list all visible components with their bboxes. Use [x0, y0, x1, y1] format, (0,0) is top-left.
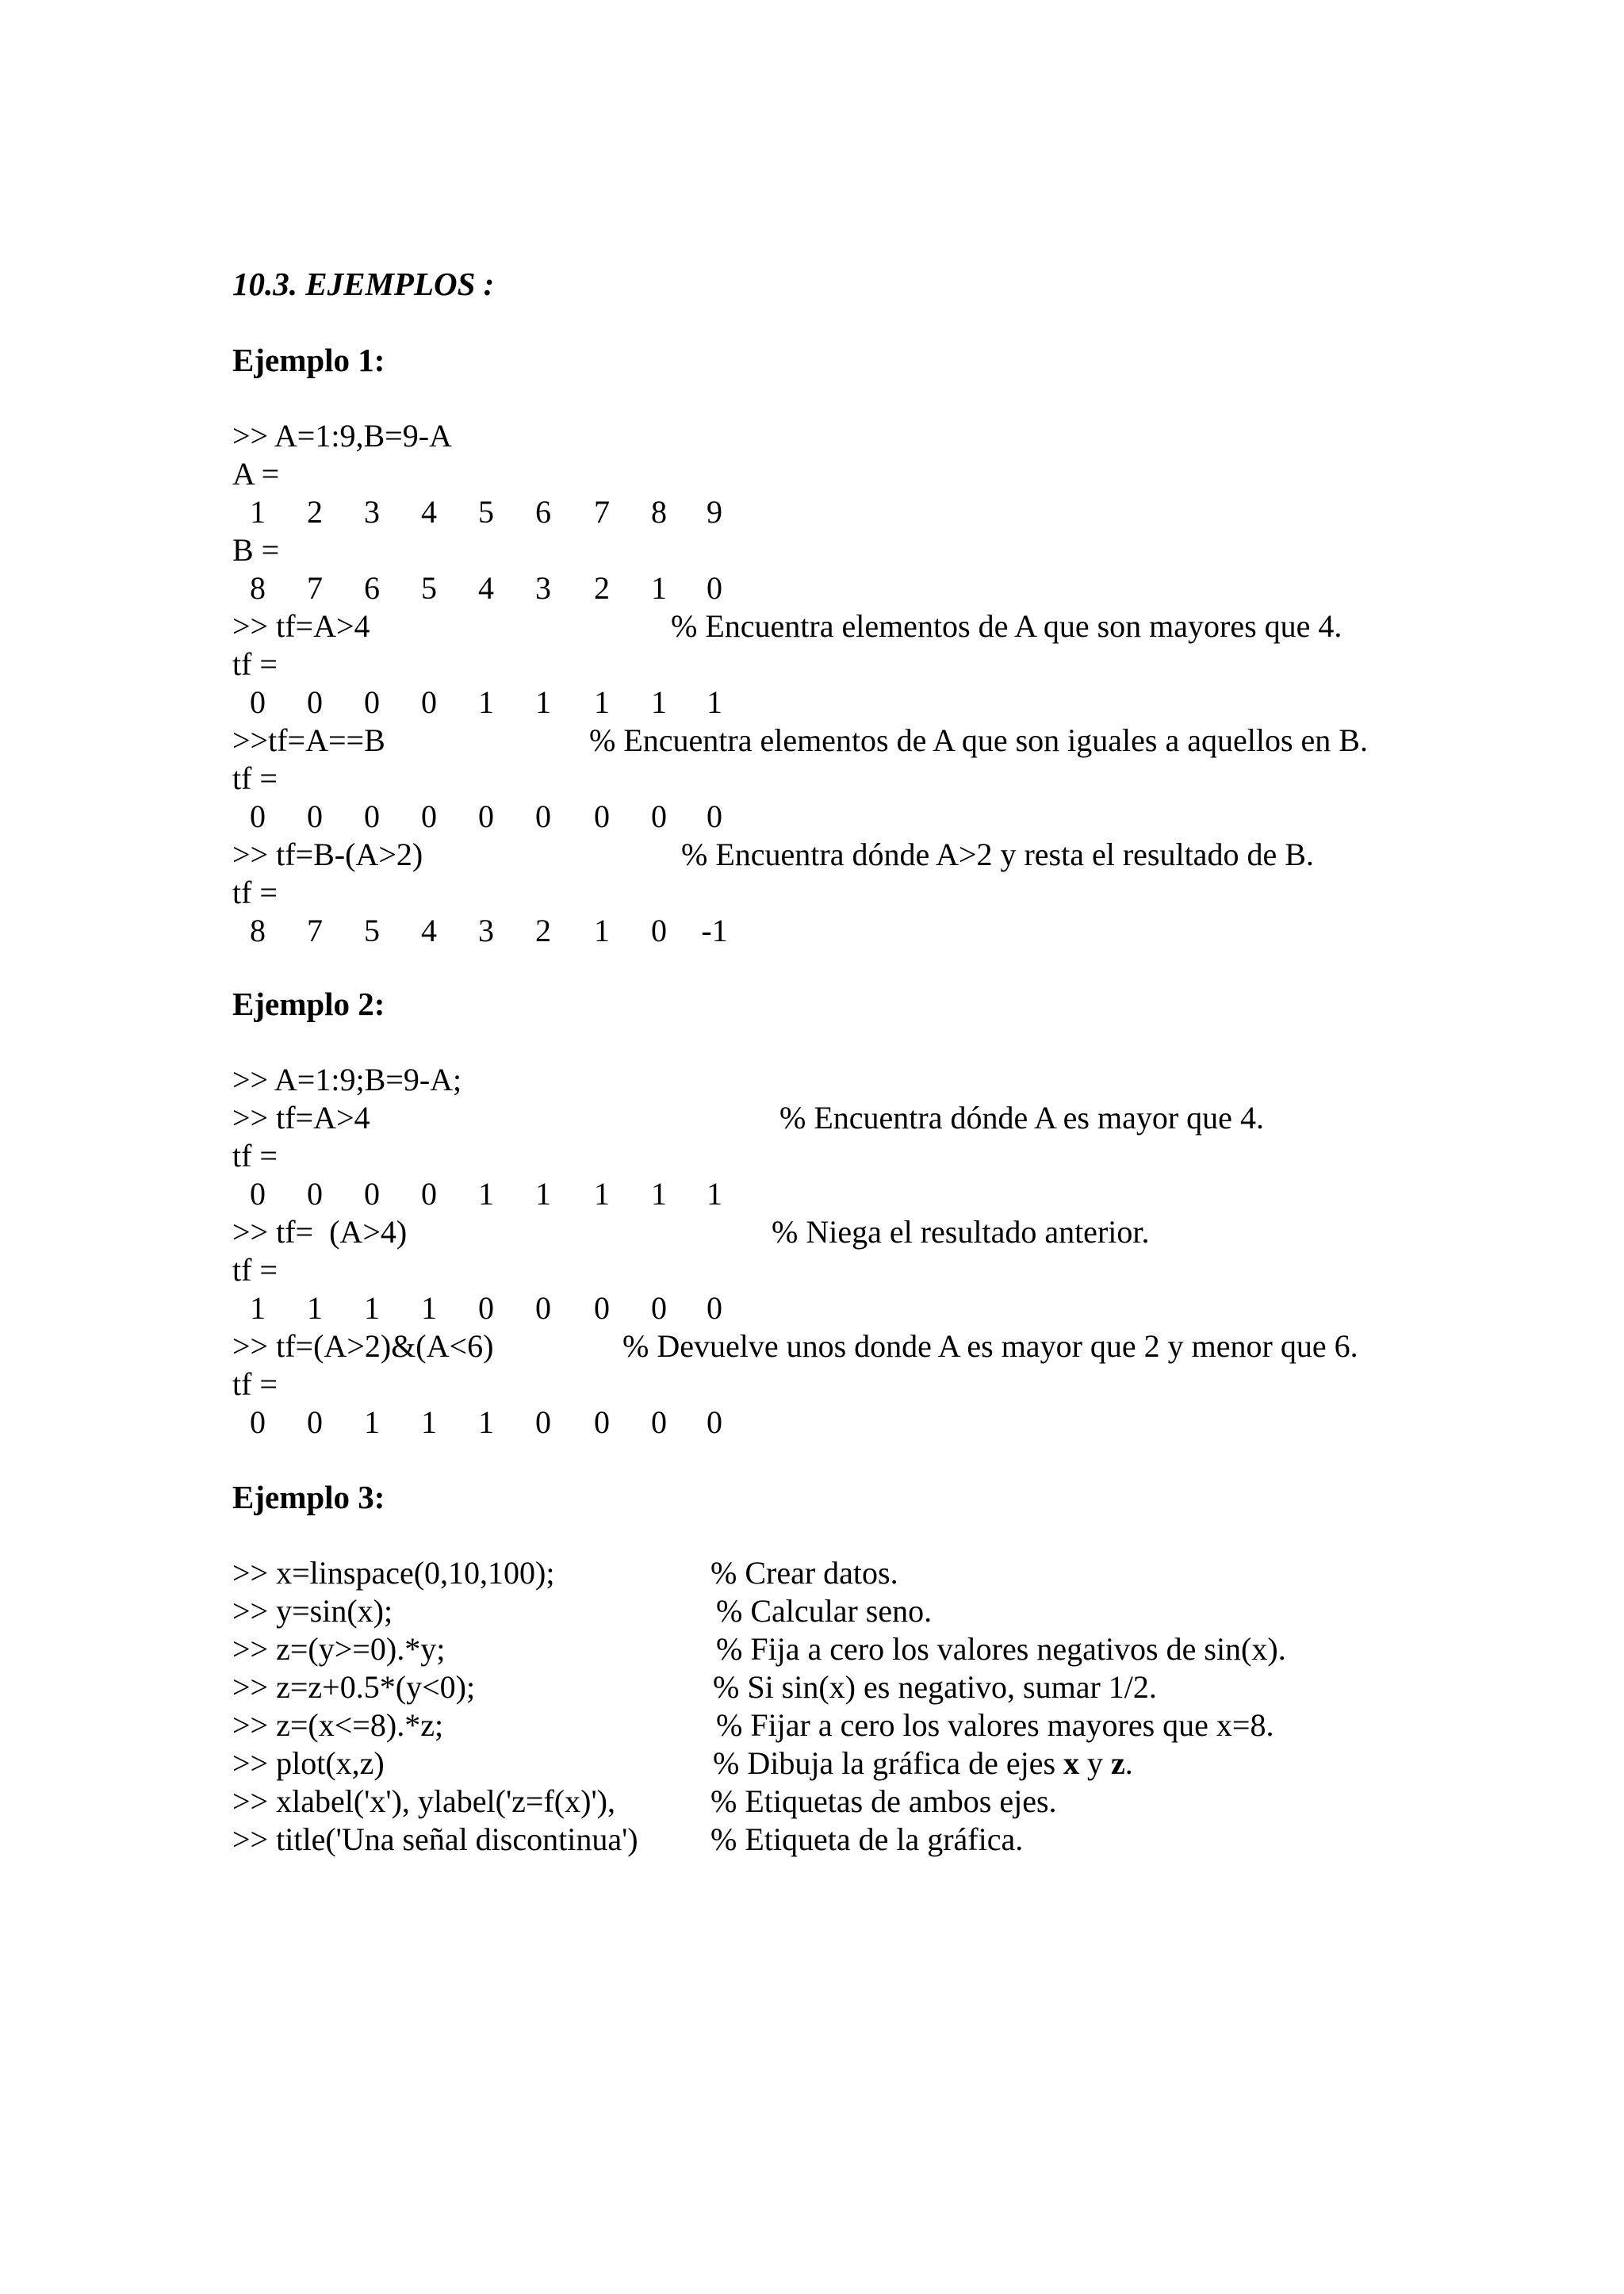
code-line [232, 1213, 1580, 1251]
comment-text: % Dibuja la gráfica de ejes x y z. [713, 1745, 1133, 1781]
code-line [232, 455, 1580, 493]
example-heading: Ejemplo 1: [232, 342, 385, 378]
example-3 [232, 1478, 1580, 1859]
output-value: 3 [535, 570, 551, 606]
code-line [232, 1592, 1580, 1630]
output-value: 1 [594, 913, 610, 948]
output-value: 7 [307, 570, 323, 606]
output-value: 1 [651, 684, 667, 720]
code-line [232, 531, 1580, 569]
comment-text: % Crear datos. [710, 1555, 898, 1591]
code-line [232, 1821, 1580, 1859]
output-value: 0 [707, 798, 722, 834]
output-label: tf = [232, 646, 278, 682]
command-text: >> x=linspace(0,10,100); [232, 1555, 555, 1591]
output-value: 0 [364, 798, 380, 834]
output-value: 7 [594, 494, 610, 530]
output-value: 1 [307, 1290, 323, 1326]
command-text: >> y=sin(x); [232, 1593, 393, 1629]
code-line [232, 1175, 1580, 1213]
output-value: 4 [421, 913, 437, 948]
output-label: tf = [232, 1252, 278, 1288]
output-value: 0 [250, 798, 266, 834]
output-value: 1 [594, 684, 610, 720]
output-value: 1 [250, 1290, 266, 1326]
output-value: 0 [307, 684, 323, 720]
output-value: 0 [594, 798, 610, 834]
code-line [232, 1365, 1580, 1404]
code-line [232, 1783, 1580, 1821]
code-line [232, 1554, 1580, 1592]
output-value: 0 [307, 1176, 323, 1212]
command-text: >> xlabel('x'), ylabel('z=f(x)'), [232, 1783, 615, 1819]
output-value: 0 [535, 1290, 551, 1326]
code-line [232, 1744, 1580, 1783]
output-value: 2 [535, 913, 551, 948]
code-line [232, 1327, 1580, 1365]
output-value: 2 [594, 570, 610, 606]
comment-text: % Fija a cero los valores negativos de sin(x). [716, 1631, 1286, 1667]
output-value: 1 [421, 1290, 437, 1326]
output-value: 2 [307, 494, 323, 530]
code-line [232, 1289, 1580, 1327]
command-text: >> z=(y>=0).*y; [232, 1631, 446, 1667]
command-text: >> tf=A>4 [232, 608, 370, 644]
output-value: 0 [250, 1176, 266, 1212]
output-value: 0 [478, 1290, 494, 1326]
section-title: 10.3. EJEMPLOS : [232, 266, 495, 302]
command-text: >> tf=(A>2)&(A<6) [232, 1328, 494, 1364]
output-value: 5 [478, 494, 494, 530]
code-line [232, 1404, 1580, 1442]
output-value: 0 [250, 1404, 266, 1440]
output-value: 0 [651, 1290, 667, 1326]
output-value: 0 [478, 798, 494, 834]
output-value: 5 [364, 913, 380, 948]
code-line [232, 1630, 1580, 1668]
output-value: 6 [535, 494, 551, 530]
output-value: 0 [707, 1404, 722, 1440]
output-value: 1 [535, 1176, 551, 1212]
command-text: >> z=(x<=8).*z; [232, 1707, 444, 1743]
comment-text: % Devuelve unos donde A es mayor que 2 y menor que 6. [622, 1328, 1358, 1364]
output-value: 0 [421, 684, 437, 720]
comment-text: % Si sin(x) es negativo, sumar 1/2. [713, 1669, 1157, 1705]
output-value: 0 [535, 1404, 551, 1440]
output-value: 6 [364, 570, 380, 606]
code-line [232, 684, 1580, 722]
output-value: 0 [651, 798, 667, 834]
comment-text: % Encuentra elementos de A que son iguales a aquellos en B. [589, 722, 1368, 758]
code-line [232, 912, 1580, 950]
example-lines [232, 1554, 1580, 1859]
comment-text: % Encuentra dónde A es mayor que 4. [779, 1100, 1264, 1136]
example-2 [232, 985, 1580, 1442]
example-heading: Ejemplo 2: [232, 986, 385, 1022]
example-heading: Ejemplo 3: [232, 1479, 385, 1515]
comment-text: % Etiquetas de ambos ejes. [710, 1783, 1057, 1819]
output-value: -1 [701, 913, 728, 948]
output-value: 0 [421, 798, 437, 834]
code-line [232, 607, 1580, 645]
example-lines [232, 417, 1580, 950]
output-value: 1 [364, 1404, 380, 1440]
output-label: tf = [232, 760, 278, 796]
command-text: >> z=z+0.5*(y<0); [232, 1669, 476, 1705]
output-value: 8 [651, 494, 667, 530]
output-value: 1 [421, 1404, 437, 1440]
code-line [232, 798, 1580, 836]
output-value: 0 [364, 684, 380, 720]
code-line [232, 1668, 1580, 1706]
output-value: 0 [707, 570, 722, 606]
code-line [232, 722, 1580, 760]
output-label: tf = [232, 1138, 278, 1174]
code-line [232, 1099, 1580, 1137]
output-label: A = [232, 456, 280, 492]
output-value: 1 [707, 684, 722, 720]
output-value: 1 [478, 1404, 494, 1440]
output-value: 0 [594, 1404, 610, 1440]
output-value: 1 [478, 1176, 494, 1212]
command-text: >>tf=A==B [232, 722, 385, 758]
output-value: 0 [594, 1290, 610, 1326]
command-text: >> title('Una señal discontinua') [232, 1821, 638, 1857]
code-line [232, 1137, 1580, 1175]
output-value: 1 [364, 1290, 380, 1326]
output-value: 4 [421, 494, 437, 530]
command-text: >> tf=B-(A>2) [232, 837, 423, 872]
code-line [232, 493, 1580, 531]
code-line [232, 1251, 1580, 1289]
code-line [232, 645, 1580, 684]
comment-text: % Fijar a cero los valores mayores que x=8. [716, 1707, 1274, 1743]
output-value: 1 [478, 684, 494, 720]
output-value: 0 [421, 1176, 437, 1212]
output-value: 0 [651, 1404, 667, 1440]
output-value: 4 [478, 570, 494, 606]
output-label: tf = [232, 1366, 278, 1402]
output-value: 5 [421, 570, 437, 606]
code-line [232, 760, 1580, 798]
output-value: 8 [250, 570, 266, 606]
code-line [232, 417, 1580, 455]
code-line [232, 1706, 1580, 1744]
output-value: 3 [364, 494, 380, 530]
command-text: >> tf= (A>4) [232, 1214, 408, 1250]
output-value: 0 [707, 1290, 722, 1326]
example-lines [232, 1061, 1580, 1442]
output-value: 1 [651, 1176, 667, 1212]
output-value: 1 [250, 494, 266, 530]
code-line [232, 569, 1580, 607]
code-line [232, 836, 1580, 874]
output-value: 0 [307, 1404, 323, 1440]
output-value: 0 [250, 684, 266, 720]
comment-text: % Encuentra elementos de A que son mayores que 4. [671, 608, 1342, 644]
output-value: 0 [651, 913, 667, 948]
output-value: 1 [707, 1176, 722, 1212]
comment-text: % Calcular seno. [716, 1593, 933, 1629]
example-1 [232, 341, 1580, 950]
comment-text: % Encuentra dónde A>2 y resta el resultado de B. [681, 837, 1314, 872]
code-line [232, 1061, 1580, 1099]
code-line [232, 874, 1580, 912]
output-value: 0 [535, 798, 551, 834]
output-value: 0 [364, 1176, 380, 1212]
comment-text: % Niega el resultado anterior. [772, 1214, 1150, 1250]
command-text: >> tf=A>4 [232, 1100, 370, 1136]
output-value: 0 [307, 798, 323, 834]
output-value: 8 [250, 913, 266, 948]
command-text: >> plot(x,z) [232, 1745, 385, 1781]
output-value: 3 [478, 913, 494, 948]
command-text: >> A=1:9;B=9-A; [232, 1062, 462, 1097]
output-value: 1 [535, 684, 551, 720]
output-value: 9 [707, 494, 722, 530]
command-text: >> A=1:9,B=9-A [232, 418, 452, 454]
output-value: 1 [651, 570, 667, 606]
output-label: tf = [232, 875, 278, 910]
output-label: B = [232, 532, 280, 568]
output-value: 7 [307, 913, 323, 948]
output-value: 1 [594, 1176, 610, 1212]
comment-text: % Etiqueta de la gráfica. [710, 1821, 1024, 1857]
